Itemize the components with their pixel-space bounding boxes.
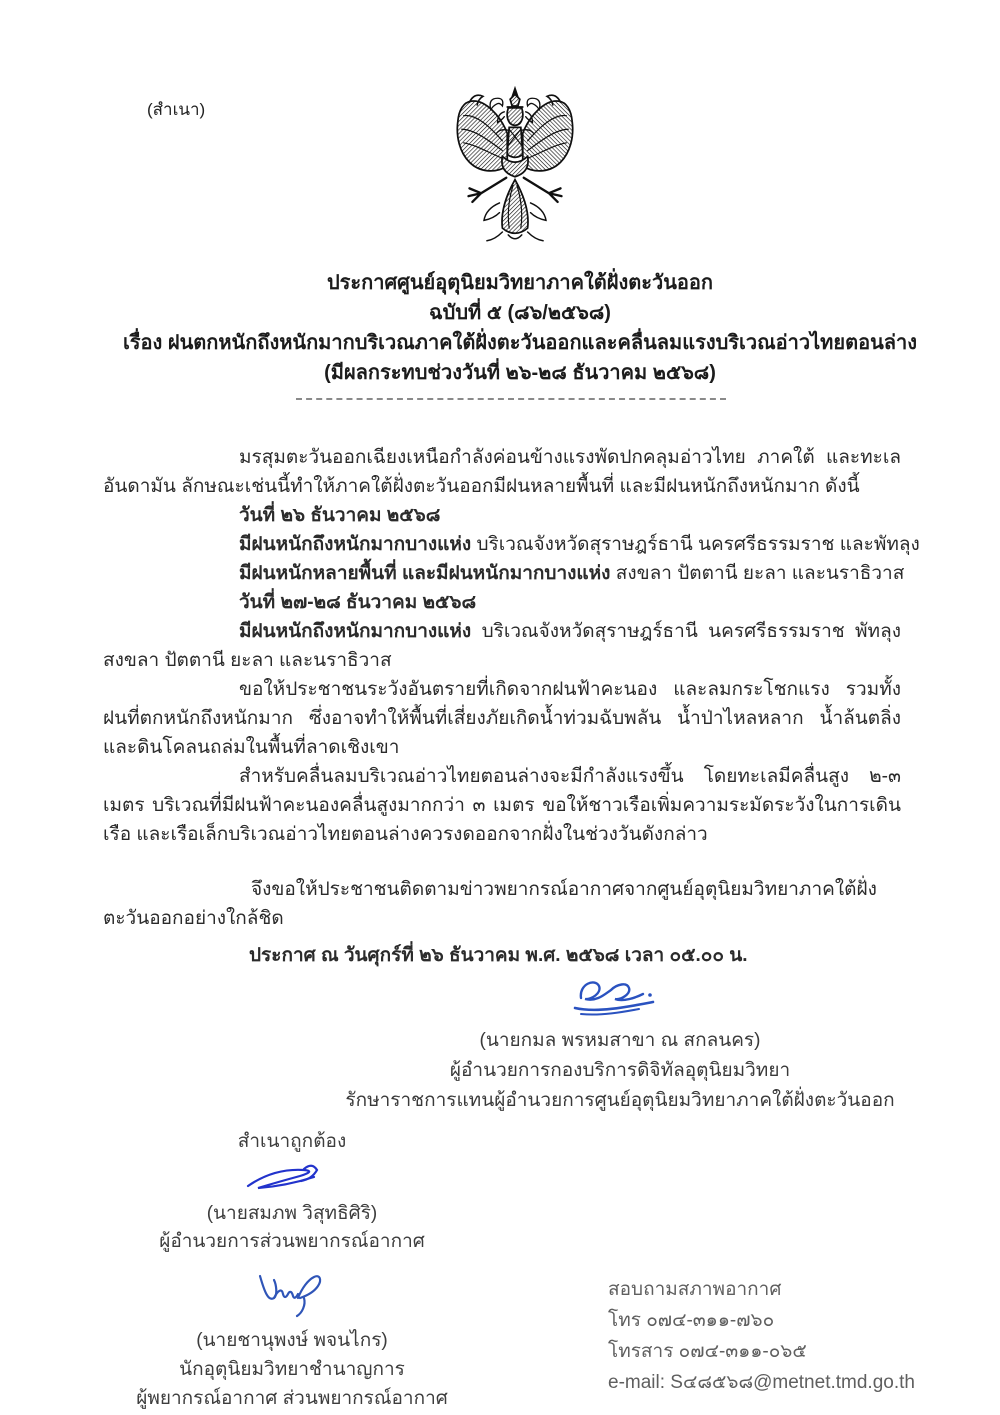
announcement-header [100, 268, 940, 388]
forecaster-name: (นายชานุพงษ์ พจนไกร) [196, 1330, 388, 1351]
signer-position-1: ผู้อำนวยการกองบริการดิจิทัลอุตุนิยมวิทยา [449, 1060, 791, 1081]
signer-position-2: รักษาราชการแทนผู้อำนวยการศูนย์อุตุนิยมวิทยาภาคใต้ฝั่งตะวันออก [345, 1090, 895, 1111]
paragraph-warning: ขอให้ประชาชนระวังอันตรายที่เกิดจากฝนฟ้าคะนอง และลมกระโชกแรง รวมทั้งฝนที่ตกหนักถึงหนักมาก ซึ่งอาจทำให้พื้นที่เสี่ยงภัยเกิดน้ำท่วมฉับพลัน น้ำป่าไหลหลาก น้ำล้นตลิ่ง และดินโคลนถล่มในพื้นที่ลาดเชิงเขา [103, 679, 901, 758]
contact-email: e-mail: S๔๘๕๖๘@metnet.tmd.go.th [608, 1372, 915, 1393]
certify-position: ผู้อำนวยการส่วนพยากรณ์อากาศ [159, 1231, 425, 1252]
forecaster-position-2: ผู้พยากรณ์อากาศ ส่วนพยากรณ์อากาศ [136, 1388, 448, 1409]
date1-item2-rest: สงขลา ปัตตานี ยะลา และนราธิวาส [610, 563, 905, 584]
header-effect-line: (มีผลกระทบช่วงวันที่ ๒๖-๒๘ ธันวาคม ๒๕๖๘) [324, 362, 716, 384]
garuda-emblem-icon [452, 86, 578, 252]
date2-item1-rest: บริเวณจังหวัดสุราษฎร์ธานี นครศรีธรรมราช พัทลุง สงขลา ปัตตานี ยะลา และนราธิวาส [103, 621, 901, 671]
date1-item1-bold: มีฝนหนักถึงหนักมากบางแห่ง [239, 534, 472, 555]
contact-fax: โทรสาร ๐๗๔-๓๑๑-๐๖๕ [608, 1341, 807, 1362]
certify-signature-icon [242, 1160, 342, 1194]
header-issue-line: ฉบับที่ ๕ (๘๖/๒๕๖๘) [429, 302, 611, 324]
date1-heading: วันที่ ๒๖ ธันวาคม ๒๕๖๘ [239, 505, 441, 526]
date2-item1-bold: มีฝนหนักถึงหนักมากบางแห่ง [239, 621, 472, 642]
forecaster-signature-icon [248, 1268, 336, 1324]
date2-item1 [103, 617, 901, 675]
contact-heading: สอบถามสภาพอากาศ [608, 1279, 782, 1300]
header-subject-line: เรื่อง ฝนตกหนักถึงหนักมากบริเวณภาคใต้ฝั่งตะวันออกและคลื่นลมแรงบริเวณอ่าวไทยตอนล่าง [122, 332, 918, 354]
date1-item1 [103, 530, 920, 559]
signer-name: (นายกมล พรหมสาขา ณ สกลนคร) [479, 1030, 761, 1051]
issued-line: ประกาศ ณ วันศุกร์ที่ ๒๖ ธันวาคม พ.ศ. ๒๕๖๘ เวลา ๐๕.๐๐ น. [249, 945, 748, 966]
date1-item2-bold: มีฝนหนักหลายพื้นที่ และมีฝนหนักมากบางแห่ง [239, 563, 611, 584]
certify-label: สำเนาถูกต้อง [237, 1131, 347, 1152]
date1-item1-rest: บริเวณจังหวัดสุราษฎร์ธานี นครศรีธรรมราช และพัทลุง [471, 534, 920, 555]
date1-item2 [103, 559, 905, 588]
certify-name: (นายสมภพ วิสุทธิศิริ) [206, 1203, 378, 1224]
header-org-line: ประกาศศูนย์อุตุนิยมวิทยาภาคใต้ฝั่งตะวันออก [326, 272, 714, 294]
announcement-body [103, 443, 920, 970]
contact-block [608, 1274, 968, 1398]
paragraph-intro: มรสุมตะวันออกเฉียงเหนือกำลังค่อนข้างแรงพัดปกคลุมอ่าวไทย ภาคใต้ และทะเลอันดามัน ลักษณะเช่นนี้ทำให้ภาคใต้ฝั่งตะวันออกมีฝนหลายพื้นที่ และมีฝนหนักถึงหนักมาก ดังนี้ [103, 447, 901, 497]
paragraph-follow: จึงขอให้ประชาชนติดตามข่าวพยากรณ์อากาศจากศูนย์อุตุนิยมวิทยาภาคใต้ฝั่งตะวันออกอย่างใกล้ชิด [103, 879, 877, 929]
signer-block [220, 972, 1000, 1116]
certify-block [132, 1128, 452, 1256]
dashed-separator [296, 398, 726, 400]
contact-tel: โทร ๐๗๔-๓๑๑-๗๖๐ [608, 1310, 775, 1331]
forecaster-position-1: นักอุตุนิยมวิทยาชำนาญการ [179, 1359, 405, 1380]
forecaster-block [132, 1268, 452, 1413]
date2-heading: วันที่ ๒๗-๒๘ ธันวาคม ๒๕๖๘ [239, 592, 477, 613]
paragraph-sea: สำหรับคลื่นลมบริเวณอ่าวไทยตอนล่างจะมีกำลังแรงขึ้น โดยทะเลมีคลื่นสูง ๒-๓ เมตร บริเวณที่มีฝนฟ้าคะนองคลื่นสูงมากกว่า ๓ เมตร ขอให้ชาวเรือเพิ่มความระมัดระวังในการเดินเรือ และเรือเล็กบริเวณอ่าวไทยตอนล่างควรงดออกจากฝั่งในช่วงวันดังกล่าว [103, 766, 901, 845]
signer-signature-icon [565, 972, 675, 1022]
copy-label: (สำเนา) [147, 100, 206, 119]
